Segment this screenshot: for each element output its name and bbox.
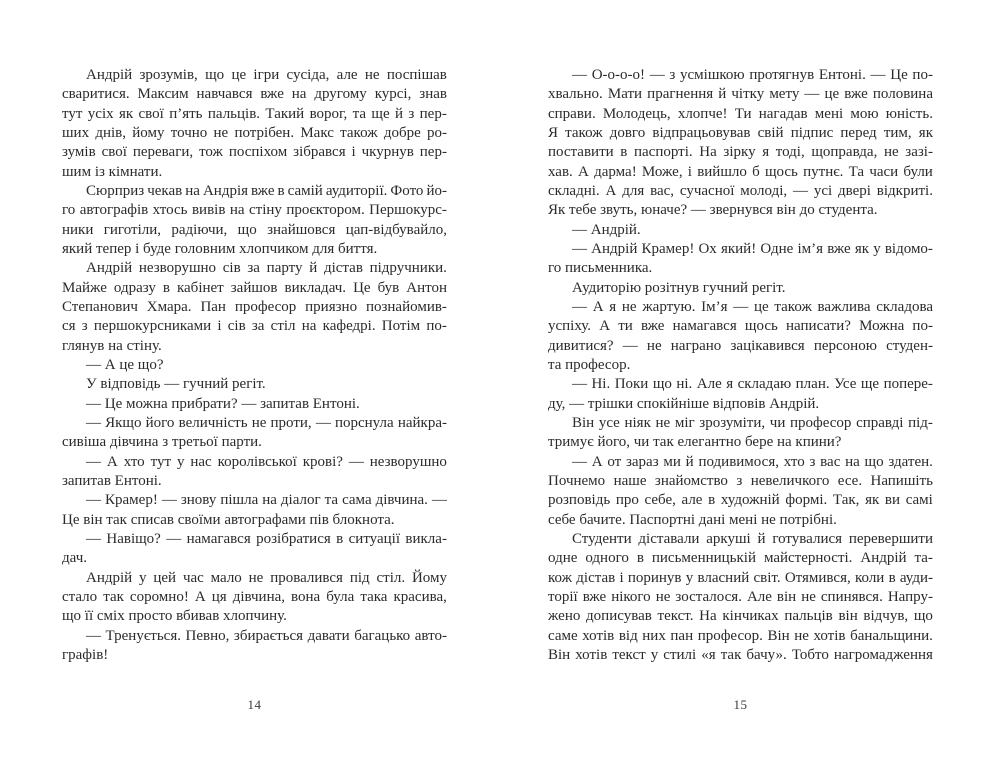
text-line: Він хотів текст у стилі «я так бачу». Тобто нагромадження	[548, 646, 933, 663]
page-text-left	[62, 66, 447, 665]
text-line: Це він так списав своїми автографами пів блокнота.	[62, 511, 395, 528]
text-line: жено дописував текст. На кінчиках пальців він відчув, що	[548, 608, 933, 625]
text-line: Я також довго відпрацьовував свій підпис перед тим, як	[548, 124, 933, 141]
text-line: — А от зараз ми й подивимося, хто з вас на що здатен.	[572, 453, 933, 470]
text-line: розповідь про себе, але в художній формі. Так, як ви самі	[548, 492, 933, 509]
text-line: який тепер і буде головним хлопчиком для биття.	[62, 240, 378, 257]
text-line: саме хотів від них пан професор. Він не хотів банальщини.	[548, 627, 933, 644]
text-line: — А хто тут у нас королівської крові? — незворушно	[86, 453, 447, 470]
text-line: го автографів хтось вивів на стіну проєктором. Першокурс-	[62, 202, 447, 219]
text-line: хвально. Мати прагнення й чітку мету — це вже половина	[548, 86, 933, 103]
text-line: одне одного в письменницькій майстерності. Андрій та-	[548, 550, 933, 567]
text-line: дач.	[62, 550, 87, 567]
text-line: Він усе ніяк не міг зрозуміти, чи професор справді під-	[572, 414, 933, 431]
text-line: зумів свої переваги, тож поспіхом зібрався і чкурнув пер-	[62, 144, 447, 161]
text-line: — Якщо його величність не проти, — порснула найкра-	[86, 414, 447, 431]
text-line: У відповідь — гучний регіт.	[86, 376, 266, 393]
text-line: Степанович Хмара. Пан професор приязно познайомив-	[62, 298, 447, 315]
text-line: складні. А для вас, сучасної молоді, — усі двері відкриті.	[548, 182, 933, 199]
text-line: успіху. А ти вже намагався щось написати? Можна по-	[548, 318, 933, 335]
text-line: Аудиторію розітнув гучний регіт.	[572, 279, 786, 296]
page-text-right	[548, 66, 933, 665]
text-line: шим із кімнати.	[62, 163, 163, 180]
text-line: — Навіщо? — намагався розібратися в ситуації викла-	[86, 530, 447, 547]
text-line: торії вже нікого не зосталося. Але він не спинявся. Напру-	[548, 588, 933, 605]
text-line: Сюрприз чекав на Андрія вже в самій аудиторії. Фото йо-	[86, 182, 447, 199]
text-line: — Крамер! — знову пішла на діалог та сама дівчина. —	[86, 492, 447, 509]
text-line: — О-о-о-о! — з усмішкою протягнув Ентоні. — Це по-	[572, 67, 933, 83]
text-line: запитав Ентоні.	[62, 472, 162, 489]
text-line: Андрій незворушно сів за парту й дістав підручники.	[86, 260, 447, 277]
page-number-left: 14	[247, 697, 262, 713]
text-line: справи. Молодець, хлопче! Ти нагадав мені мою юність.	[548, 105, 933, 122]
text-line: хав. А дарма! Може, і вийшло б щось путнє. Та часи були	[548, 163, 933, 180]
text-line: Як тебе звуть, юначе? — звернувся він до студента.	[548, 202, 878, 219]
text-line: — Андрій.	[572, 221, 641, 238]
book-page-left	[62, 66, 447, 713]
book-page-right	[548, 66, 933, 713]
text-line: — Це можна прибрати? — запитав Ентоні.	[86, 395, 360, 412]
text-line: Почнемо наше знайомство з невеличкого есе. Напишіть	[548, 472, 933, 489]
text-line: дивитися? — не награно зацікавився персоною студен-	[548, 337, 933, 354]
text-line: стало так соромно! А ця дівчина, вона була така красива,	[62, 588, 447, 605]
text-line: що її сміх просто вбивав хлопчину.	[62, 608, 287, 625]
text-line: Студенти діставали аркуші й готувалися перевершити	[572, 530, 933, 547]
text-line: ших днів, йому точно не потрібен. Макс також добре ро-	[62, 124, 447, 141]
text-line: — А це що?	[86, 356, 164, 373]
text-line: го письменника.	[548, 260, 653, 277]
text-line: глянув на стіну.	[62, 337, 162, 354]
text-line: — Ні. Поки що ні. Але я складаю план. Усе ще попере-	[572, 376, 933, 393]
text-line: та професор.	[548, 356, 631, 373]
text-line: — Тренується. Певно, збирається давати багацько авто-	[86, 627, 447, 644]
text-line: себе бачите. Паспортні дані мені не потрібні.	[548, 511, 837, 528]
text-line: Майже одразу в кабінет зайшов викладач. Це був Антон	[62, 279, 447, 296]
text-line: поставити в паспорті. На зірку я тоді, щоправда, не зазі-	[548, 144, 933, 161]
text-line: ду, — трішки спокійніше відповів Андрій.	[548, 395, 820, 412]
text-line: Андрій у цей час мало не провалився під стіл. Йому	[86, 569, 447, 586]
text-line: — Андрій Крамер! Ох який! Одне ім’я вже як у відомо-	[572, 240, 933, 257]
page-number-right: 15	[733, 697, 748, 713]
text-line: графів!	[62, 646, 109, 663]
text-line: тримує його, чи так елегантно бере на кпини?	[548, 434, 842, 451]
text-line: тут усіх як свої п’ять пальців. Такий ворог, та ще й з пер-	[62, 105, 447, 122]
text-line: ники гиготіли, радіючи, що знайшовся цап-відбувайло,	[62, 221, 447, 238]
text-line: — А я не жартую. Ім’я — це також важлива складова	[572, 298, 933, 315]
text-line: Андрій зрозумів, що це ігри сусіда, але не поспішав	[86, 67, 447, 83]
text-line: сивіша дівчина з третьої парти.	[62, 434, 262, 451]
text-line: кож дістав і поринув у власний світ. Отямився, коли в ауди-	[548, 569, 933, 586]
text-line: сваритися. Максим навчався вже на другому курсі, знав	[62, 86, 447, 103]
text-line: ся з першокурсниками і сів за стіл на кафедрі. Потім по-	[62, 318, 447, 335]
